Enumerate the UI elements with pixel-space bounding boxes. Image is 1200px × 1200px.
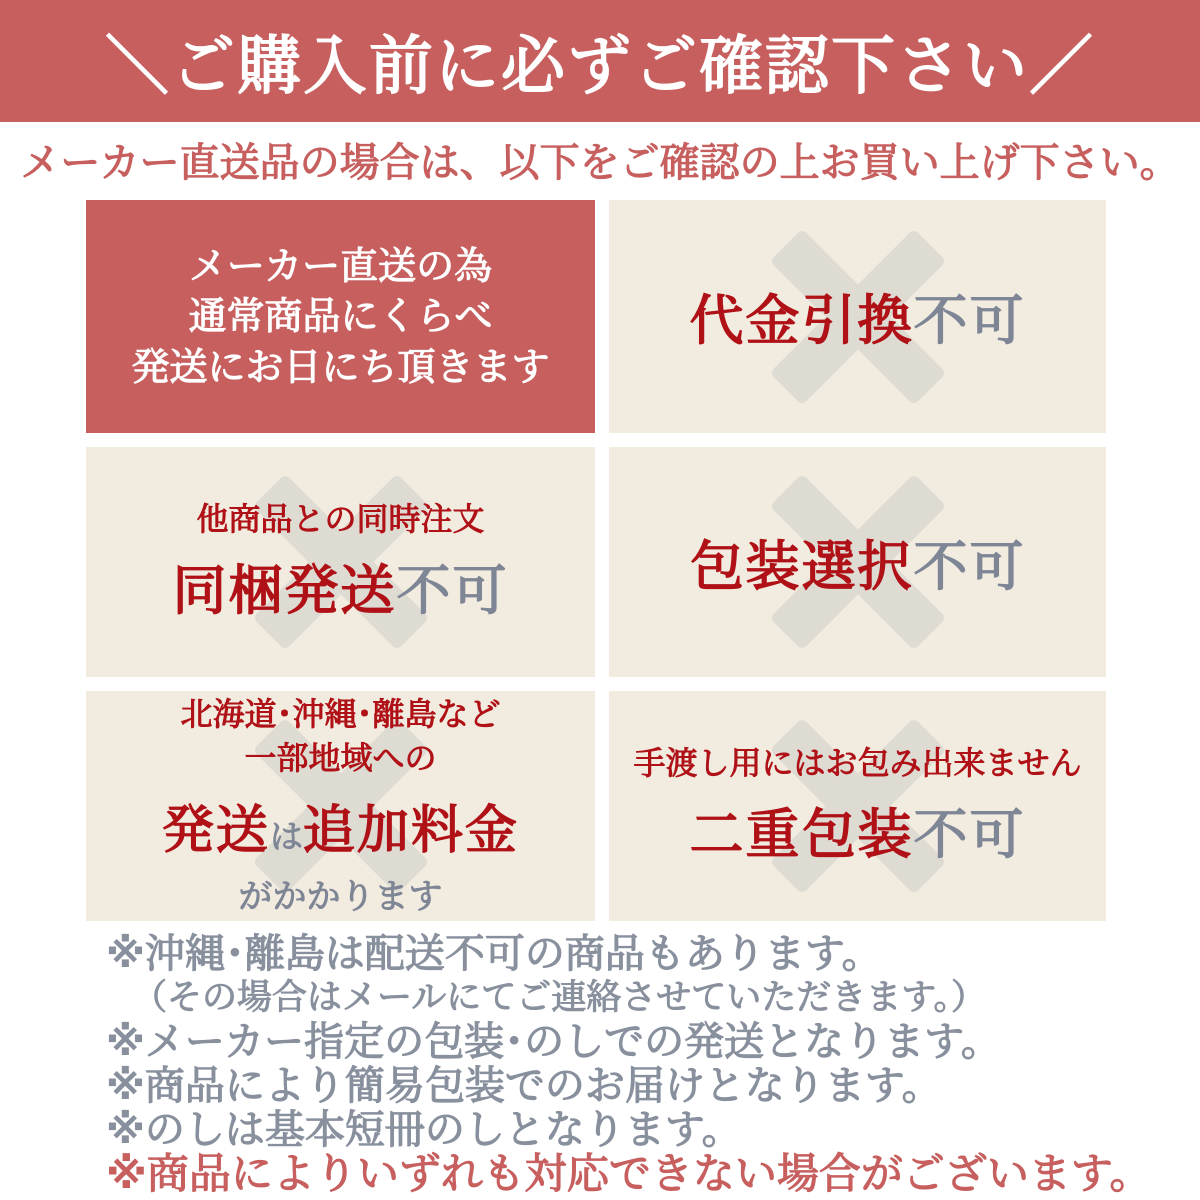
bundle-label: 同梱発送 xyxy=(172,559,397,623)
footnote-2: （その場合はメールにてご連絡させていただきます。） xyxy=(132,978,987,1018)
footnote-5: ※のしは基本短冊のしとなります。 xyxy=(106,1107,742,1153)
fee-line xyxy=(162,788,519,863)
box-additional-shipping-fee xyxy=(86,691,595,921)
wrap-select-label: 包装選択 xyxy=(689,534,914,598)
direct-shipping-text xyxy=(131,241,549,391)
fee-big-right: 追加料金 xyxy=(303,800,520,861)
box-double-wrapping xyxy=(609,691,1106,921)
cod-headline xyxy=(690,278,1026,355)
bundle-line xyxy=(173,548,509,625)
bundle-note: 他商品との同時注文 xyxy=(196,499,485,538)
fee-big-left: 発送 xyxy=(161,800,270,861)
fee-tail: がかかります xyxy=(238,876,443,917)
notice-grid xyxy=(86,200,1106,921)
double-wrap-note: 手渡し用にはお包み出来ません xyxy=(633,743,1082,782)
direct-line-3: 発送にお日にち頂きます xyxy=(131,344,550,389)
wrap-select-line xyxy=(690,524,1026,601)
footnote-1: ※沖縄･離島は配送不可の商品もあります。 xyxy=(106,931,882,977)
bundle-suffix: 不可 xyxy=(396,559,509,623)
footnote-3: ※メーカー指定の包装･のしでの発送となります。 xyxy=(106,1019,1001,1065)
cod-label: 代金引換 xyxy=(689,289,914,352)
header-band xyxy=(0,0,1200,122)
wrap-select-headline xyxy=(690,524,1026,601)
box-cash-on-delivery xyxy=(609,200,1106,433)
footnote-4: ※商品により簡易包装でのお届けとなります。 xyxy=(106,1063,942,1109)
fee-headline xyxy=(162,694,519,917)
fee-note-2: 一部地域への xyxy=(244,739,437,777)
box-direct-shipping-leadtime xyxy=(86,200,595,433)
direct-line-1: メーカー直送の為 xyxy=(188,244,493,289)
double-wrap-headline xyxy=(633,743,1081,870)
fee-note-1: 北海道･沖縄･離島など xyxy=(180,695,501,734)
footnote-6: ※商品によりいずれも対応できない場合がございます。 xyxy=(106,1149,1152,1198)
footnotes xyxy=(106,932,1151,1196)
direct-line-2: 通常商品にくらべ xyxy=(188,294,493,339)
double-wrap-suffix: 不可 xyxy=(913,803,1026,867)
box-bundled-shipping xyxy=(86,447,595,677)
bundle-headline xyxy=(173,499,509,626)
cod-suffix: 不可 xyxy=(913,289,1026,352)
cod-line xyxy=(690,278,1026,355)
page-title: ＼ご購入前に必ずご確認下さい／ xyxy=(105,30,1095,104)
double-wrap-label: 二重包装 xyxy=(689,803,914,867)
subtitle: メーカー直送品の場合は、以下をご確認の上お買い上げ下さい。 xyxy=(20,140,1180,186)
box-wrap-selection xyxy=(609,447,1106,677)
wrap-select-suffix: 不可 xyxy=(913,534,1026,598)
double-wrap-line xyxy=(633,792,1081,869)
fee-particle: は xyxy=(270,816,303,856)
